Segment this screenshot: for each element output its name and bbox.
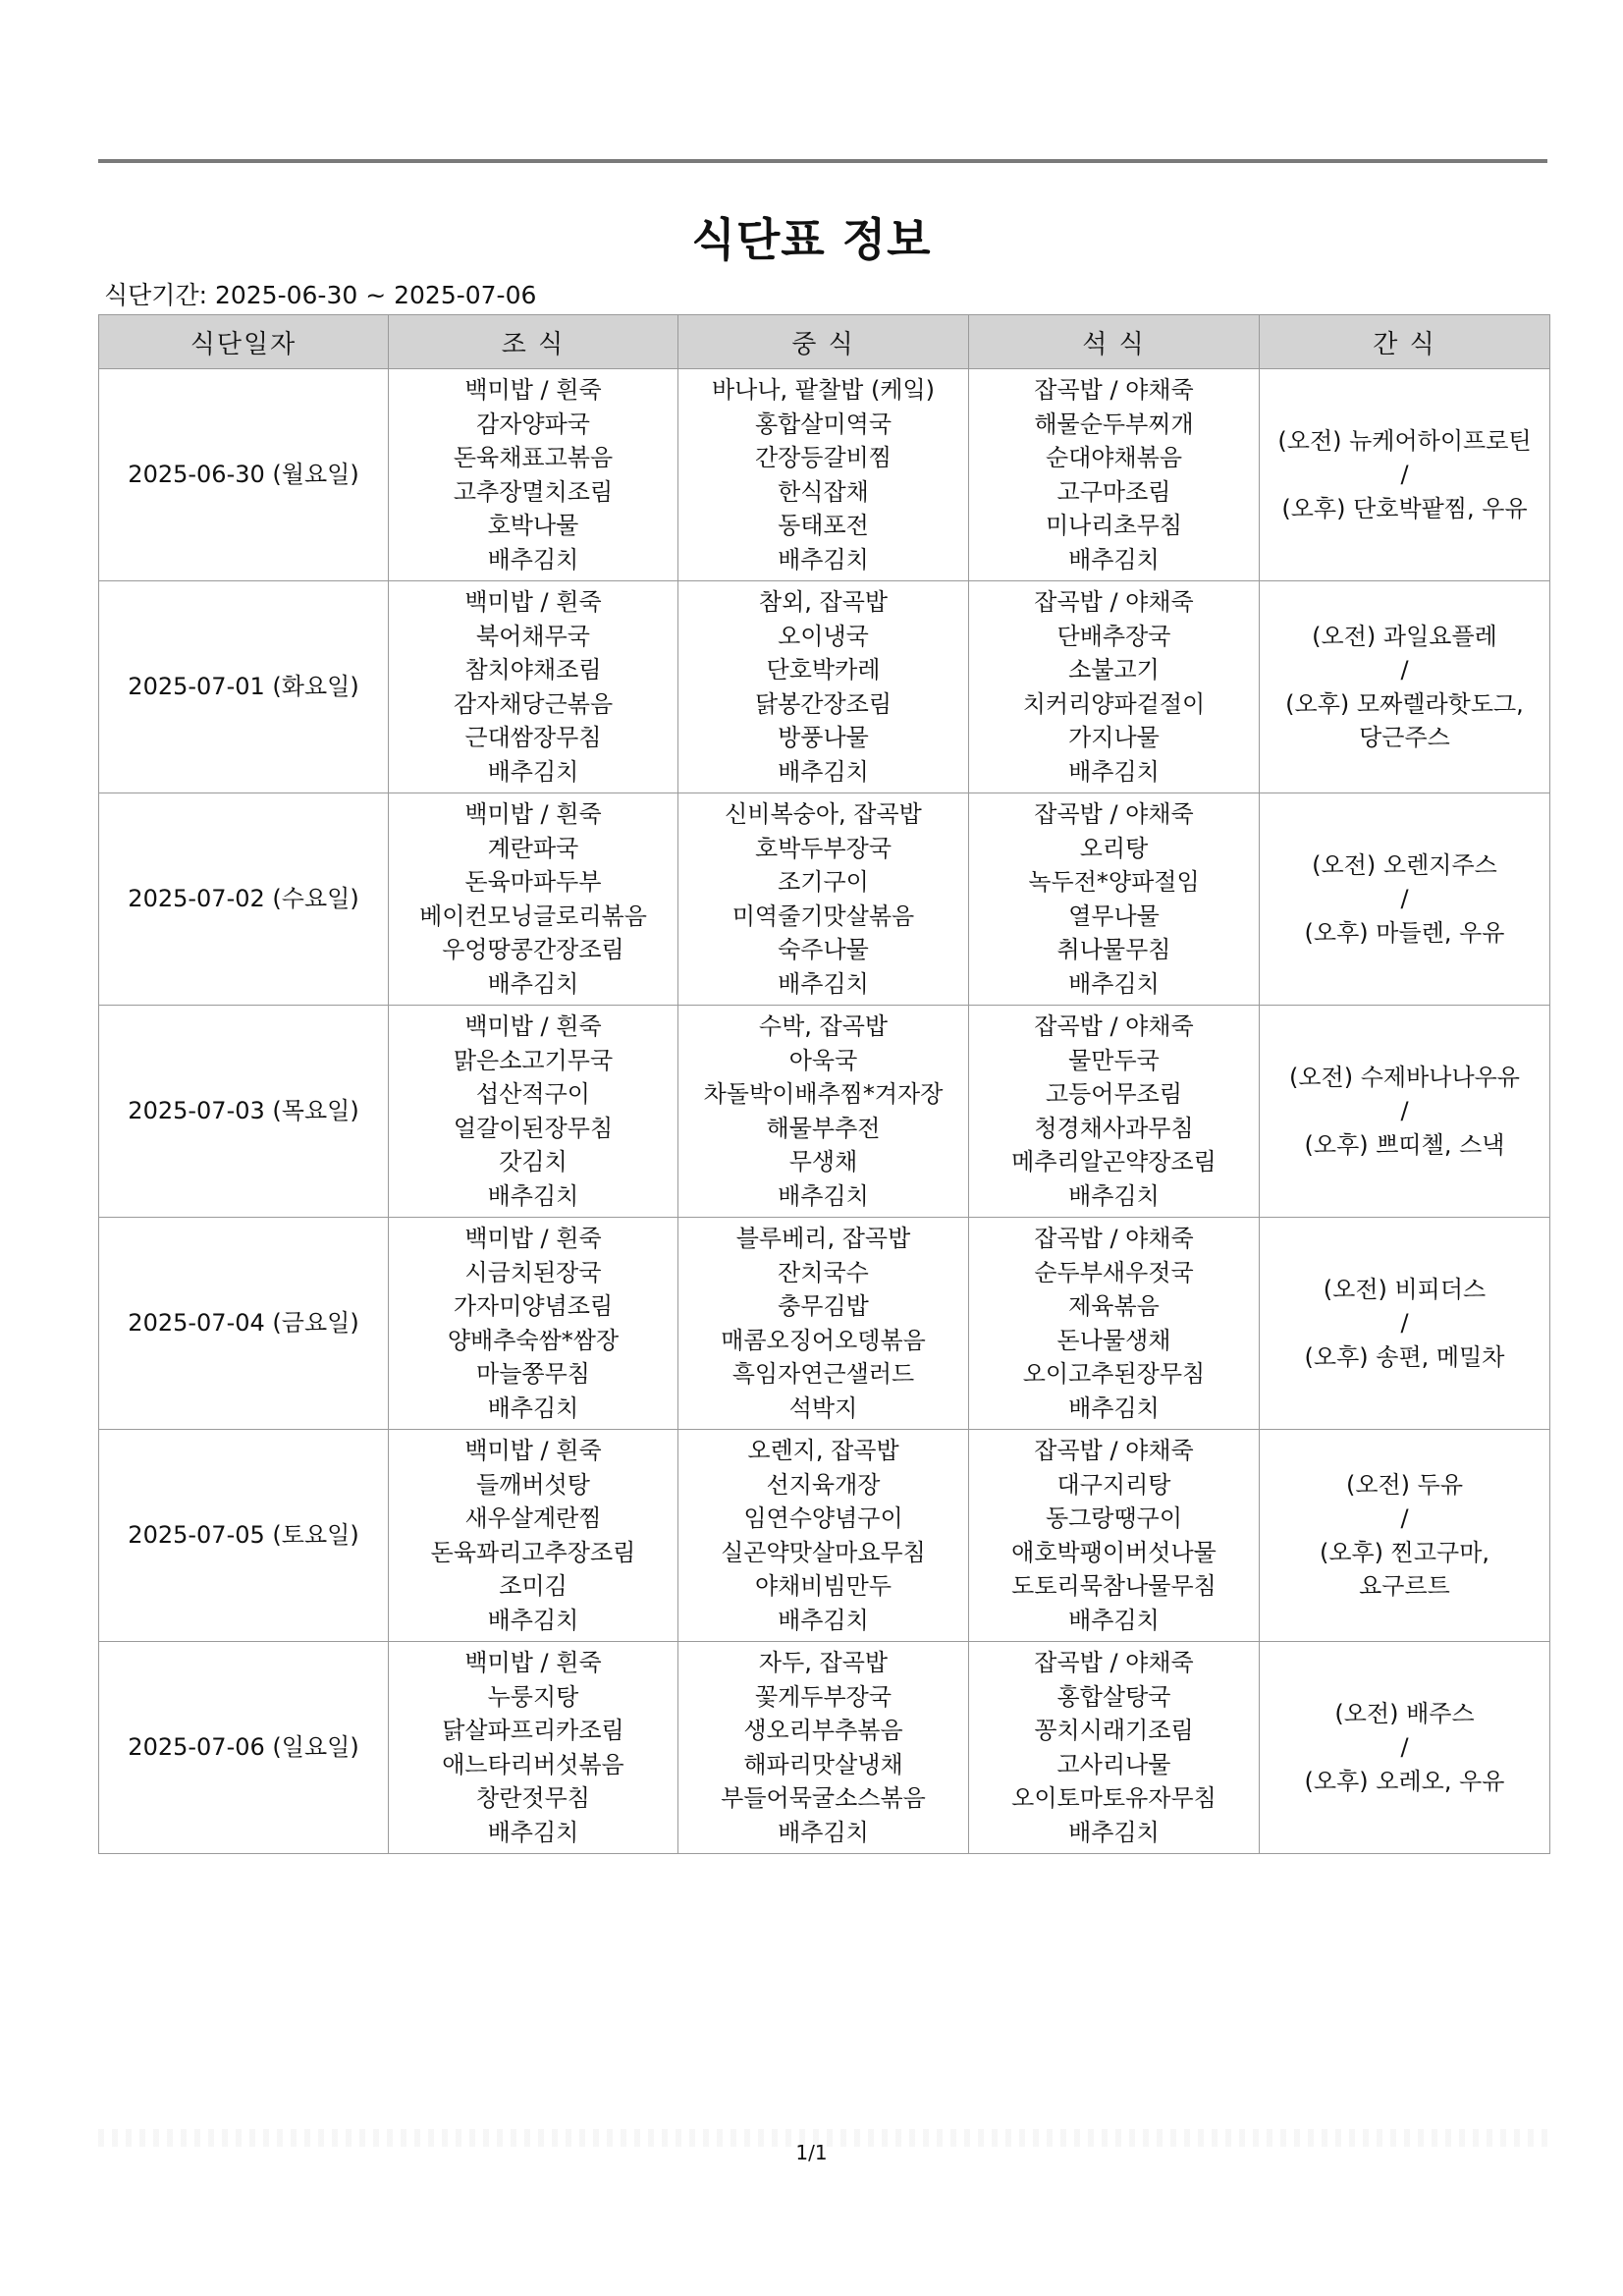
lunch-item: 단호박카레 — [766, 656, 881, 683]
lunch-item: 조기구이 — [778, 868, 869, 896]
lunch-item: 자두, 잡곡밥 — [758, 1649, 889, 1676]
dinner-item: 잡곡밥 / 야채죽 — [1034, 376, 1194, 404]
snack-item: / — [1400, 1504, 1409, 1532]
snack-item: (오전) 비피더스 — [1323, 1275, 1487, 1303]
breakfast-item: 배추김치 — [487, 969, 579, 998]
lunch-item: 한식잡채 — [778, 477, 869, 506]
lunch-item: 임연수양념구이 — [743, 1504, 903, 1532]
top-divider — [98, 159, 1547, 163]
breakfast-cell — [389, 1006, 678, 1218]
dinner-item: 잡곡밥 / 야채죽 — [1034, 1225, 1194, 1252]
dinner-item: 단배추장국 — [1056, 622, 1171, 650]
lunch-item: 충무김밥 — [778, 1292, 869, 1320]
snack-cell — [1260, 793, 1550, 1006]
breakfast-item: 고추장멸치조림 — [453, 477, 614, 506]
lunch-item: 생오리부추볶음 — [743, 1717, 903, 1744]
column-header-dinner: 석 식 — [969, 315, 1260, 369]
snack-item: (오후) 송편, 메밀차 — [1304, 1342, 1505, 1371]
breakfast-item: 베이컨모닝글로리볶음 — [419, 902, 647, 930]
breakfast-item: 맑은소고기무국 — [453, 1046, 614, 1074]
snack-cell — [1260, 1218, 1550, 1430]
lunch-item: 배추김치 — [778, 1818, 869, 1846]
dinner-item: 취나물무침 — [1056, 936, 1171, 963]
page-number: 1/1 — [795, 2141, 828, 2164]
column-header-lunch: 중 식 — [678, 315, 969, 369]
table-row — [99, 369, 1550, 581]
lunch-item: 홍합살미역국 — [754, 410, 893, 438]
snack-cell — [1260, 1006, 1550, 1218]
snack-item: (오전) 수제바나나우유 — [1288, 1063, 1520, 1091]
dinner-item: 돈나물생채 — [1056, 1326, 1171, 1354]
table-row — [99, 1218, 1550, 1430]
breakfast-item: 갓김치 — [499, 1148, 568, 1175]
breakfast-cell — [389, 1218, 678, 1430]
breakfast-item: 닭살파프리카조림 — [442, 1717, 624, 1744]
snack-item: (오전) 뉴케어하이프로틴 — [1277, 426, 1532, 455]
table-header-row — [99, 315, 1550, 369]
breakfast-item: 백미밥 / 흰죽 — [464, 1012, 602, 1040]
snack-item: 요구르트 — [1359, 1572, 1450, 1600]
breakfast-item: 애느타리버섯볶음 — [442, 1750, 624, 1778]
breakfast-item: 배추김치 — [487, 1394, 579, 1422]
breakfast-item: 가자미양념조림 — [453, 1292, 614, 1320]
lunch-item: 실곤약맛살마요무침 — [721, 1538, 926, 1566]
lunch-cell — [678, 1006, 969, 1218]
dinner-item: 도토리묵참나물무침 — [1011, 1572, 1217, 1600]
snack-item: (오후) 오레오, 우유 — [1304, 1767, 1505, 1795]
breakfast-item: 조미김 — [499, 1572, 568, 1600]
lunch-item: 오이냉국 — [778, 622, 869, 650]
snack-item: / — [1400, 885, 1409, 913]
dinner-item: 녹두전*양파절임 — [1028, 868, 1200, 896]
dinner-item: 배추김치 — [1068, 1606, 1160, 1634]
breakfast-cell — [389, 1430, 678, 1642]
table-row — [99, 1430, 1550, 1642]
dinner-item: 미나리초무침 — [1045, 512, 1183, 539]
table-row — [99, 1006, 1550, 1218]
breakfast-item: 계란파국 — [487, 834, 579, 862]
dinner-item: 잡곡밥 / 야채죽 — [1034, 588, 1194, 616]
snack-item: (오후) 단호박팥찜, 우유 — [1281, 494, 1528, 522]
column-header-snack: 간 식 — [1260, 315, 1550, 369]
lunch-cell — [678, 1218, 969, 1430]
lunch-item: 오렌지, 잡곡밥 — [747, 1437, 899, 1464]
snack-item: (오후) 찐고구마, — [1319, 1538, 1490, 1566]
dinner-item: 고등어무조림 — [1045, 1080, 1183, 1108]
lunch-item: 방풍나물 — [778, 724, 869, 751]
snack-cell — [1260, 1430, 1550, 1642]
dinner-cell — [969, 793, 1260, 1006]
breakfast-item: 근대쌈장무침 — [464, 724, 602, 751]
lunch-item: 신비복숭아, 잡곡밥 — [725, 800, 922, 828]
dinner-item: 오리탕 — [1079, 834, 1149, 862]
snack-cell — [1260, 369, 1550, 581]
dinner-item: 물만두국 — [1068, 1046, 1160, 1074]
lunch-item: 무생채 — [788, 1148, 858, 1175]
lunch-cell — [678, 1642, 969, 1854]
lunch-item: 선지육개장 — [766, 1470, 881, 1499]
meal-date: 2025-06-30 (월요일) — [99, 369, 389, 581]
lunch-item: 해물부추전 — [766, 1114, 881, 1142]
dinner-item: 청경채사과무침 — [1034, 1114, 1194, 1142]
dinner-item: 고구마조림 — [1056, 477, 1171, 506]
breakfast-cell — [389, 793, 678, 1006]
snack-item: / — [1400, 461, 1409, 489]
dinner-item: 잡곡밥 / 야채죽 — [1034, 1012, 1194, 1040]
breakfast-item: 백미밥 / 흰죽 — [464, 800, 602, 828]
column-header-breakfast: 조 식 — [389, 315, 678, 369]
dinner-cell — [969, 1006, 1260, 1218]
snack-item: / — [1400, 1309, 1409, 1338]
dinner-item: 제육볶음 — [1068, 1292, 1160, 1320]
dinner-item: 순두부새우젓국 — [1034, 1258, 1194, 1286]
breakfast-item: 배추김치 — [487, 1606, 579, 1634]
snack-item: (오후) 쁘띠첼, 스낵 — [1304, 1130, 1505, 1159]
meal-date: 2025-07-01 (화요일) — [99, 581, 389, 793]
breakfast-item: 얼갈이된장무침 — [453, 1114, 614, 1142]
lunch-cell — [678, 581, 969, 793]
breakfast-item: 시금치된장국 — [464, 1258, 602, 1286]
dinner-item: 배추김치 — [1068, 1181, 1160, 1210]
snack-item: (오전) 배주스 — [1334, 1699, 1475, 1727]
snack-item: / — [1400, 1733, 1409, 1762]
dinner-item: 가지나물 — [1068, 724, 1160, 751]
breakfast-item: 창란젓무침 — [476, 1784, 590, 1812]
dinner-item: 해물순두부찌개 — [1034, 410, 1194, 438]
breakfast-item: 배추김치 — [487, 545, 579, 574]
dinner-item: 배추김치 — [1068, 969, 1160, 998]
dinner-item: 오이고추된장무침 — [1022, 1360, 1206, 1388]
breakfast-item: 참치야채조림 — [464, 656, 602, 683]
snack-item: (오전) 두유 — [1345, 1470, 1464, 1499]
lunch-item: 수박, 잡곡밥 — [758, 1012, 889, 1040]
lunch-item: 간장등갈비찜 — [754, 444, 893, 471]
dinner-item: 애호박팽이버섯나물 — [1011, 1538, 1217, 1566]
lunch-item: 참외, 잡곡밥 — [758, 588, 889, 616]
lunch-item: 흑임자연근샐러드 — [731, 1360, 915, 1388]
meal-period: 식단기간: 2025-06-30 ~ 2025-07-06 — [104, 281, 537, 309]
dinner-item: 배추김치 — [1068, 757, 1160, 786]
dinner-item: 꽁치시래기조림 — [1034, 1717, 1194, 1744]
dinner-item: 열무나물 — [1068, 902, 1160, 930]
breakfast-cell — [389, 369, 678, 581]
dinner-cell — [969, 369, 1260, 581]
breakfast-cell — [389, 1642, 678, 1854]
dinner-item: 배추김치 — [1068, 1818, 1160, 1846]
breakfast-item: 돈육마파두부 — [464, 868, 602, 896]
lunch-item: 꽃게두부장국 — [754, 1682, 893, 1711]
breakfast-item: 우엉땅콩간장조림 — [442, 936, 624, 963]
meal-date: 2025-07-03 (목요일) — [99, 1006, 389, 1218]
breakfast-item: 백미밥 / 흰죽 — [464, 1225, 602, 1252]
dinner-cell — [969, 1642, 1260, 1854]
lunch-cell — [678, 369, 969, 581]
snack-cell — [1260, 1642, 1550, 1854]
snack-item: (오전) 과일요플레 — [1312, 622, 1497, 650]
lunch-item: 숙주나물 — [778, 936, 869, 963]
breakfast-item: 돈육채표고볶음 — [453, 444, 614, 471]
lunch-item: 동태포전 — [778, 512, 869, 539]
dinner-item: 고사리나물 — [1056, 1750, 1171, 1778]
dinner-cell — [969, 1218, 1260, 1430]
dinner-item: 대구지리탕 — [1056, 1470, 1171, 1499]
dinner-item: 메추리알곤약장조림 — [1011, 1148, 1217, 1175]
dinner-item: 홍합살탕국 — [1056, 1682, 1171, 1711]
breakfast-item: 누룽지탕 — [487, 1682, 579, 1711]
lunch-item: 호박두부장국 — [754, 834, 893, 862]
meal-date: 2025-07-05 (토요일) — [99, 1430, 389, 1642]
lunch-item: 매콤오징어오뎅볶음 — [721, 1326, 926, 1354]
breakfast-item: 호박나물 — [487, 512, 579, 539]
lunch-item: 닭봉간장조림 — [754, 689, 893, 718]
table-row — [99, 581, 1550, 793]
lunch-item: 잔치국수 — [778, 1258, 869, 1286]
lunch-item: 배추김치 — [778, 1606, 869, 1634]
breakfast-item: 백미밥 / 흰죽 — [464, 1437, 602, 1464]
snack-item: 당근주스 — [1359, 724, 1450, 751]
meal-table — [98, 314, 1550, 1854]
page-title: 식단표 정보 — [691, 213, 932, 266]
lunch-item: 배추김치 — [778, 757, 869, 786]
breakfast-item: 돈육꽈리고추장조림 — [430, 1538, 636, 1566]
dinner-cell — [969, 581, 1260, 793]
meal-date: 2025-07-02 (수요일) — [99, 793, 389, 1006]
dinner-item: 동그랑땡구이 — [1045, 1504, 1183, 1532]
lunch-item: 야채비빔만두 — [754, 1572, 893, 1600]
snack-item: / — [1400, 656, 1409, 683]
dinner-item: 잡곡밥 / 야채죽 — [1034, 1649, 1194, 1676]
breakfast-item: 양배추숙쌈*쌈장 — [447, 1326, 620, 1354]
lunch-item: 아욱국 — [788, 1046, 858, 1074]
table-row — [99, 793, 1550, 1006]
snack-cell — [1260, 581, 1550, 793]
lunch-cell — [678, 1430, 969, 1642]
snack-item: (오후) 모짜렐라핫도그, — [1285, 689, 1524, 718]
table-body — [99, 369, 1550, 1854]
dinner-item: 배추김치 — [1068, 545, 1160, 574]
breakfast-item: 섭산적구이 — [476, 1080, 590, 1108]
dinner-item: 잡곡밥 / 야채죽 — [1034, 800, 1194, 828]
breakfast-cell — [389, 581, 678, 793]
breakfast-item: 백미밥 / 흰죽 — [464, 376, 602, 404]
lunch-item: 블루베리, 잡곡밥 — [735, 1225, 911, 1252]
lunch-item: 바나나, 팥찰밥 (케잌) — [711, 376, 936, 404]
lunch-item: 미역줄기맛살볶음 — [731, 902, 915, 930]
dinner-item: 잡곡밥 / 야채죽 — [1034, 1437, 1194, 1464]
snack-item: / — [1400, 1097, 1409, 1125]
breakfast-item: 감자채당근볶음 — [453, 689, 614, 718]
lunch-item: 배추김치 — [778, 1181, 869, 1210]
dinner-item: 오이토마토유자무침 — [1011, 1784, 1217, 1812]
lunch-item: 배추김치 — [778, 545, 869, 574]
dinner-cell — [969, 1430, 1260, 1642]
lunch-item: 해파리맛살냉채 — [743, 1750, 903, 1778]
breakfast-item: 감자양파국 — [476, 410, 590, 438]
breakfast-item: 배추김치 — [487, 1818, 579, 1846]
table-row — [99, 1642, 1550, 1854]
breakfast-item: 새우살계란찜 — [464, 1504, 602, 1532]
breakfast-item: 북어채무국 — [476, 622, 590, 650]
lunch-item: 석박지 — [788, 1394, 858, 1422]
column-header-date: 식단일자 — [99, 315, 389, 369]
breakfast-item: 들깨버섯탕 — [476, 1470, 590, 1499]
lunch-item: 배추김치 — [778, 969, 869, 998]
breakfast-item: 백미밥 / 흰죽 — [464, 1649, 602, 1676]
dinner-item: 배추김치 — [1068, 1394, 1160, 1422]
dinner-item: 순대야채볶음 — [1045, 444, 1183, 471]
lunch-item: 차돌박이배추찜*겨자장 — [703, 1080, 944, 1108]
dinner-item: 치커리양파겉절이 — [1022, 689, 1206, 718]
breakfast-item: 마늘쫑무침 — [476, 1360, 590, 1388]
meal-date: 2025-07-06 (일요일) — [99, 1642, 389, 1854]
breakfast-item: 배추김치 — [487, 757, 579, 786]
snack-item: (오전) 오렌지주스 — [1312, 850, 1497, 879]
breakfast-item: 배추김치 — [487, 1181, 579, 1210]
dinner-item: 소불고기 — [1068, 656, 1160, 683]
lunch-item: 부들어묵굴소스볶음 — [721, 1784, 926, 1812]
meal-date: 2025-07-04 (금요일) — [99, 1218, 389, 1430]
lunch-cell — [678, 793, 969, 1006]
breakfast-item: 백미밥 / 흰죽 — [464, 588, 602, 616]
snack-item: (오후) 마들렌, 우유 — [1304, 918, 1505, 947]
